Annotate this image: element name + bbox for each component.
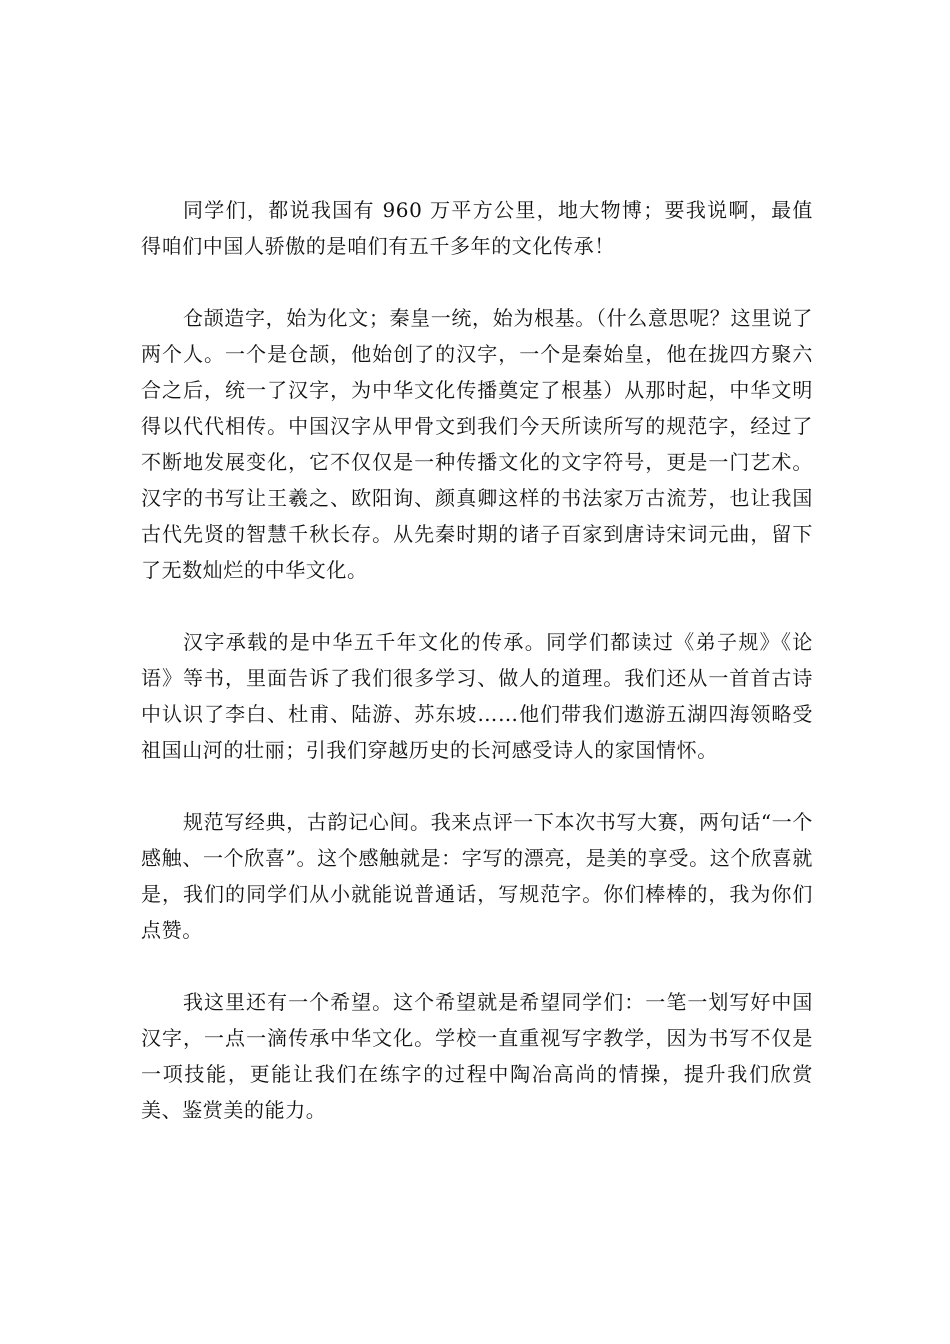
document-body	[141, 192, 813, 1128]
paragraph-1: 同学们，都说我国有 960 万平方公里，地大物博；要我说啊，最值得咱们中国人骄傲的是咱们有五千多年的文化传承！	[141, 198, 813, 258]
paragraph-3: 汉字承载的是中华五千年文化的传承。同学们都读过《弟子规》《论语》等书，里面告诉了我们很多学习、做人的道理。我们还从一首首古诗中认识了李白、杜甫、陆游、苏东坡……他们带我们遨游五湖四海领略受祖国山河的壮丽；引我们穿越历史的长河感受诗人的家国情怀。	[141, 630, 813, 762]
paragraph-2: 仓颉造字，始为化文；秦皇一统，始为根基。（什么意思呢？这里说了两个人。一个是仓颉，他始创了的汉字，一个是秦始皇，他在拢四方聚六合之后，统一了汉字，为中华文化传播奠定了根基）从那时起，中华文明得以代代相传。中国汉字从甲骨文到我们今天所读所写的规范字，经过了不断地发展变化，它不仅仅是一种传播文化的文字符号，更是一门艺术。汉字的书写让王羲之、欧阳询、颜真卿这样的书法家万古流芳，也让我国古代先贤的智慧千秋长存。从先秦时期的诸子百家到唐诗宋词元曲，留下了无数灿烂的中华文化。	[141, 306, 813, 582]
paragraph-5: 我这里还有一个希望。这个希望就是希望同学们：一笔一划写好中国汉字，一点一滴传承中华文化。学校一直重视写字教学，因为书写不仅是一项技能，更能让我们在练字的过程中陶冶高尚的情操，提升我们欣赏美、鉴赏美的能力。	[141, 990, 813, 1122]
paragraph-4: 规范写经典，古韵记心间。我来点评一下本次书写大赛，两句话“一个感触、一个欣喜”。这个感触就是：字写的漂亮，是美的享受。这个欣喜就是，我们的同学们从小就能说普通话，写规范字。你们棒棒的，我为你们点赞。	[141, 810, 813, 942]
